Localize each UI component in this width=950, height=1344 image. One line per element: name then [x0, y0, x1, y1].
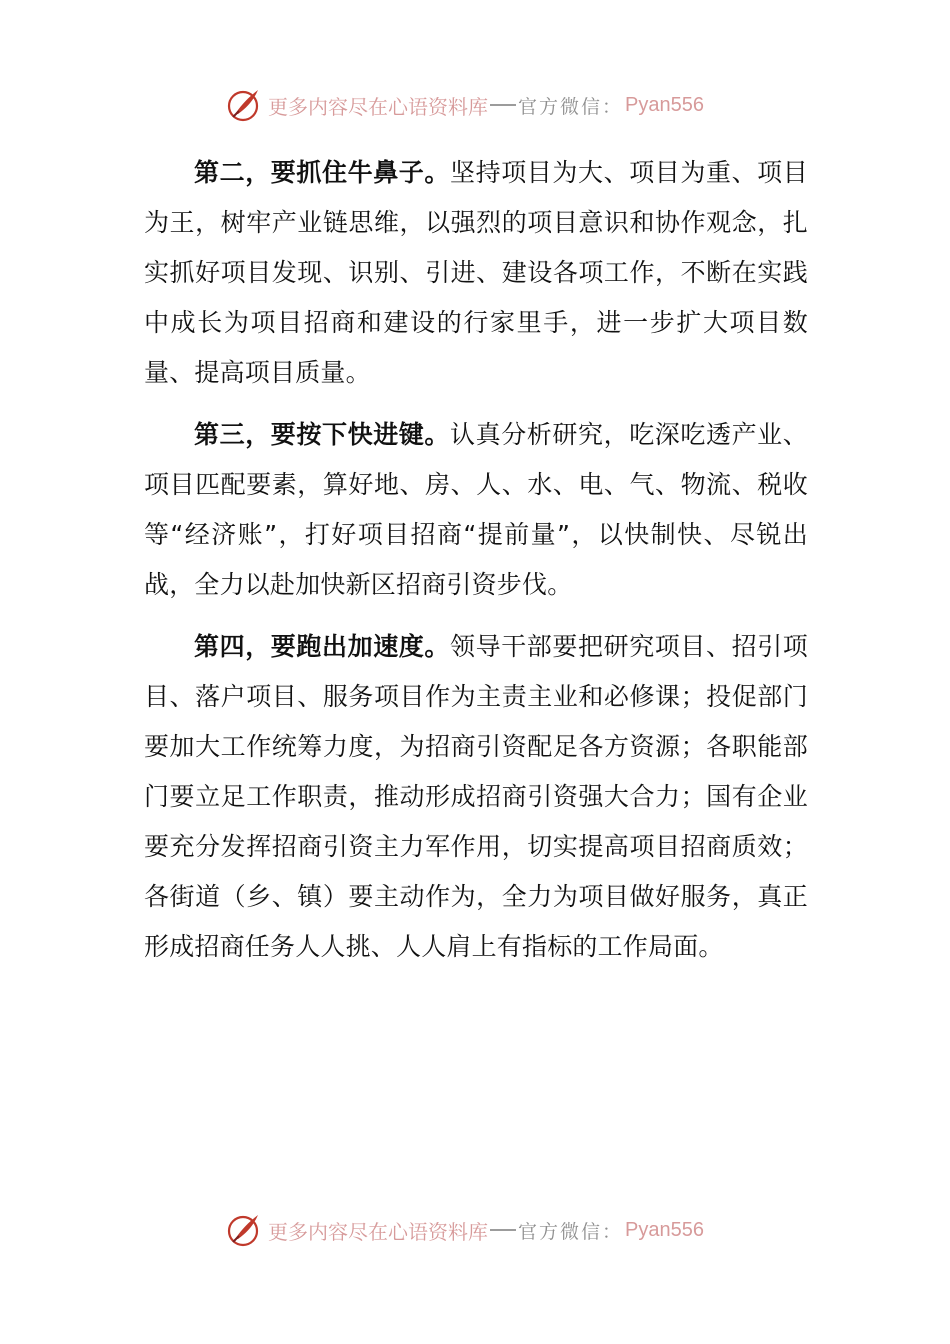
paragraph-text: 坚持项目为大、项目为重、项目为王，树牢产业链思维，以强烈的项目意识和协作观念，扎实抓好项目发现、识别、引进、建设各项工作，不断在实践中成长为项目招商和建设的行家里手，进一步扩大项目数量、提高项目质量。	[144, 158, 808, 387]
watermark-site-text: 更多内容尽在心语资料库	[268, 1219, 488, 1244]
watermark-dash	[490, 104, 516, 106]
paragraph-lead: 第三，要按下快进键。	[194, 420, 450, 449]
quill-circle-icon	[226, 1212, 262, 1248]
document-body	[144, 148, 808, 984]
paragraph-lead: 第四，要跑出加速度。	[194, 632, 450, 661]
paragraph-fourth	[144, 622, 808, 972]
watermark-dash	[490, 1229, 516, 1231]
watermark-label: 官方微信：	[518, 95, 624, 118]
watermark-label: 官方微信：	[518, 1220, 624, 1243]
footer-watermark	[226, 1210, 704, 1250]
watermark-site-text: 更多内容尽在心语资料库	[268, 94, 488, 119]
paragraph-text: 领导干部要把研究项目、招引项目、落户项目、服务项目作为主责主业和必修课；投促部门要加大工作统筹力度，为招商引资配足各方资源；各职能部门要立足工作职责，推动形成招商引资强大合力；国有企业要充分发挥招商引资主力军作用，切实提高项目招商质效；各街道（乡、镇）要主动作为，全力为项目做好服务，真正形成招商任务人人挑、人人肩上有指标的工作局面。	[144, 632, 808, 961]
paragraph-text: 认真分析研究，吃深吃透产业、项目匹配要素，算好地、房、人、水、电、气、物流、税收等“经济账”，打好项目招商“提前量”，以快制快、尽锐出战，全力以赴加快新区招商引资步伐。	[144, 420, 808, 599]
paragraph-third	[144, 410, 808, 610]
quill-circle-icon	[226, 87, 262, 123]
header-watermark	[226, 85, 704, 125]
watermark-wechat-id: Pyan556	[625, 1218, 704, 1241]
paragraph-second	[144, 148, 808, 398]
paragraph-lead: 第二，要抓住牛鼻子。	[194, 158, 450, 187]
watermark-wechat-id: Pyan556	[625, 93, 704, 116]
